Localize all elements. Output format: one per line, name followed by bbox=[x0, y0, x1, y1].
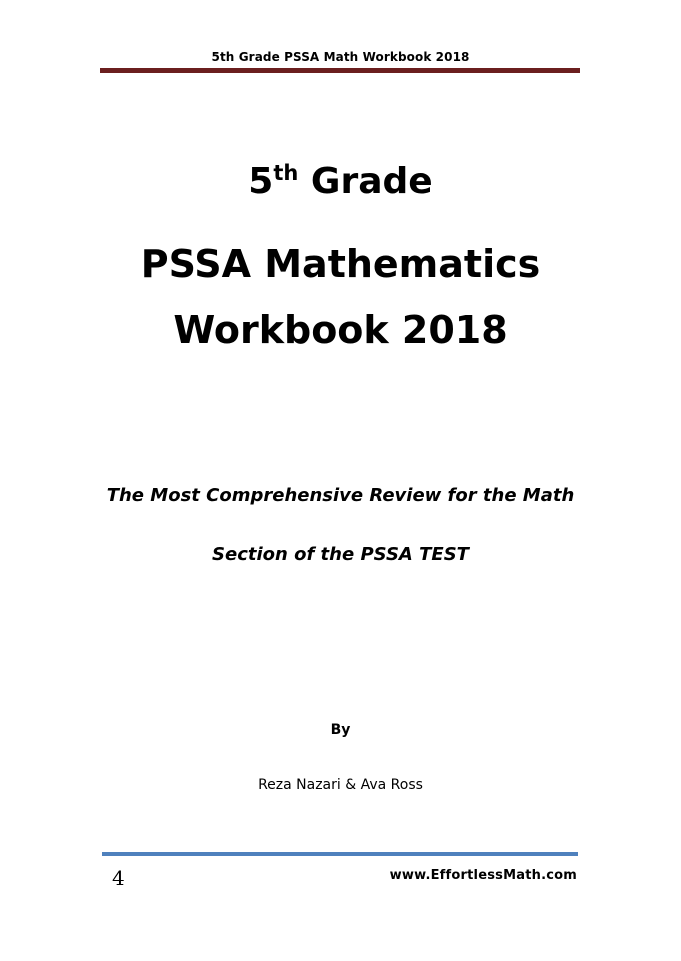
book-title-line2: PSSA Mathematics bbox=[140, 242, 541, 286]
book-title-line1 bbox=[0, 160, 681, 204]
website-url: www.EffortlessMath.com bbox=[389, 868, 577, 883]
subtitle-line2: Section of the PSSA TEST bbox=[212, 544, 469, 565]
book-title-line3: Workbook 2018 bbox=[173, 308, 508, 352]
running-header: 5th Grade PSSA Math Workbook 2018 bbox=[211, 50, 470, 64]
grade-number: 5 bbox=[248, 161, 274, 202]
grade-suffix: th bbox=[273, 161, 299, 185]
subtitle-line1: The Most Comprehensive Review for the Math bbox=[106, 485, 575, 506]
grade-word: Grade bbox=[310, 161, 433, 202]
header-rule bbox=[100, 68, 580, 73]
page-number: 4 bbox=[112, 866, 125, 890]
authors: Reza Nazari & Ava Ross bbox=[258, 777, 423, 793]
footer-rule bbox=[102, 852, 578, 856]
by-label: By bbox=[330, 722, 351, 738]
